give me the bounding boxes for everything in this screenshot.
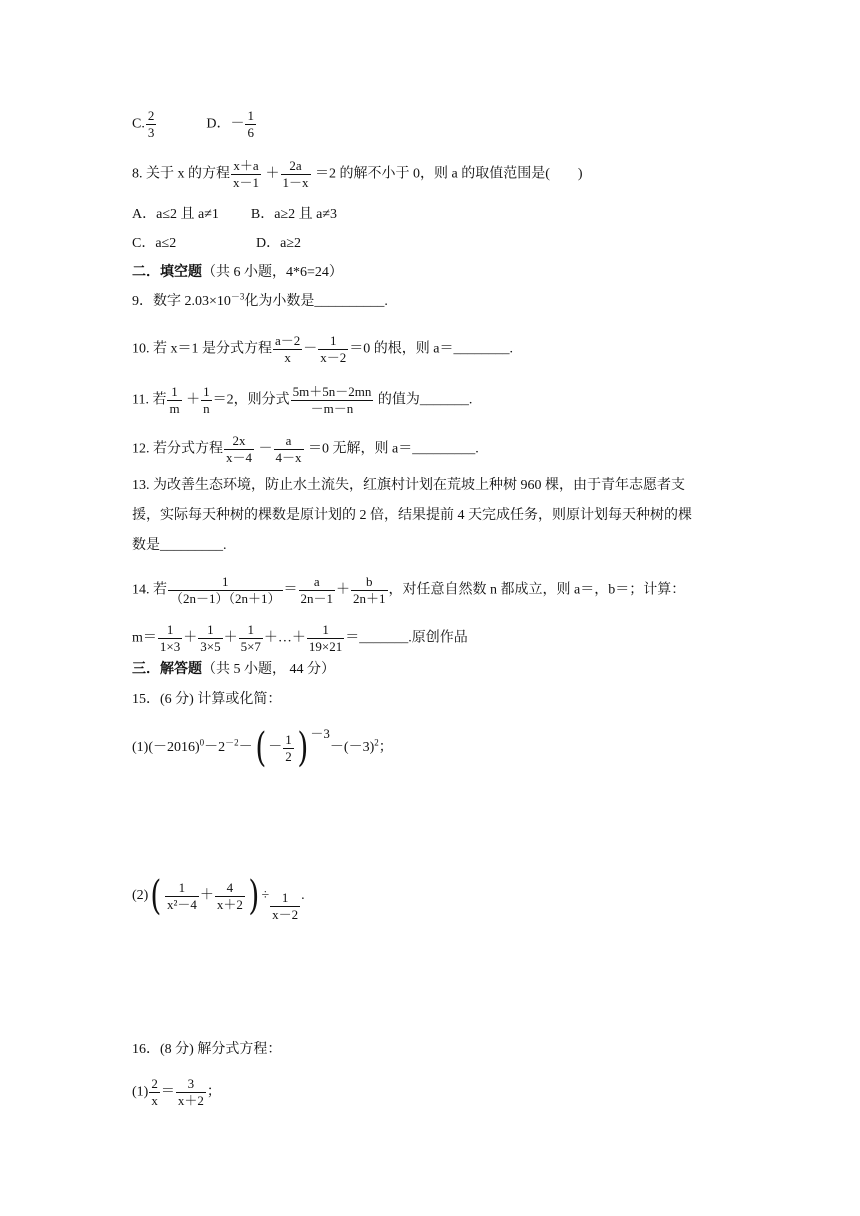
q8-fraction-1: $\frac{x+a}{x-1}$ <box>233 158 260 190</box>
section-2-title: 二．填空题 <box>132 265 202 280</box>
right-bracket: ) <box>297 725 309 771</box>
q8-option-c: C．a≤2 <box>132 236 177 251</box>
option-d-label: D．－ <box>206 116 245 132</box>
q14-fraction-3: $\frac{b}{2n+1}$ <box>353 574 386 606</box>
question-14: 14. 若 $\frac{1}{(2n-1)(2n+1)}$ ＝ $\frac{a}{2n-1}$ ＋ $\frac{b}{2n+1}$ ，对任意自然数 n 都成立，则 a＝，b＝；计算： <box>132 574 686 606</box>
q14-sum-term-1: $\frac{1}{1\times 3}$ <box>159 622 181 654</box>
q16-p1-fraction-2: $\frac{3}{x+2}$ <box>177 1076 204 1108</box>
section-3-heading <box>132 662 335 678</box>
question-15-part-1: $(1)(-2016)^0-2^{-2}-$( － $\frac{1}{2}$ ) $^{-3}-(-3)^2$； <box>132 725 393 771</box>
q14-fraction-2: $\frac{a}{2n-1}$ <box>300 574 334 606</box>
question-16-title: 16．(8 分) 解分式方程： <box>132 1042 282 1057</box>
q14-fraction-1: $\frac{1}{(2n-1)(2n+1)}$ <box>170 574 281 606</box>
q8-option-b: B．a≥2 且 a≠3 <box>250 207 338 222</box>
question-9: 9．数字 $2.03\times 10^{-3}$化为小数是__________. <box>132 291 388 309</box>
section-3-note: （共 5 小题， 44 分） <box>202 662 335 677</box>
options-c-d-prev <box>132 108 257 141</box>
left-bracket: ( <box>150 873 162 919</box>
q8-option-d: D．a≥2 <box>256 236 302 251</box>
q8-options-ab <box>132 207 337 223</box>
question-16-part-1: (1) $\frac{2}{x}$ ＝ $\frac{3}{x+2}$ ； <box>132 1076 221 1108</box>
question-13-line-1: 13. 为改善生态环境，防止水土流失，红旗村计划在荒坡上种树 960 棵，由于青年志愿者支 <box>132 478 685 493</box>
question-11: 11. 若 $\frac{1}{m}$ ＋ $\frac{1}{n}$ ＝2，则分式 $\frac{5m+5n-2mn}{-m-n}$ 的值为_______. <box>132 384 473 416</box>
q12-fraction-2: $\frac{a}{4-x}$ <box>275 433 302 465</box>
section-3-title: 三．解答题 <box>132 662 202 677</box>
q14-sum-term-4: $\frac{1}{19\times 21}$ <box>308 622 343 654</box>
q11-fraction-1: $\frac{1}{m}$ <box>169 384 180 416</box>
question-12: 12. 若分式方程 $\frac{2x}{x-4}$ － $\frac{a}{4-x}$ ＝0 无解，则 a＝_________. <box>132 433 479 465</box>
q10-fraction-2: $\frac{1}{x-2}$ <box>320 333 347 365</box>
q16-p1-fraction-1: $\frac{2}{x}$ <box>151 1076 158 1108</box>
question-15-title: 15．(6 分) 计算或化简： <box>132 692 282 707</box>
q15-p1-fraction: $\frac{1}{2}$ <box>285 731 292 764</box>
q14-sum-term-2: $\frac{1}{3\times 5}$ <box>200 622 221 654</box>
question-10: 10. 若 x＝1 是分式方程 $\frac{a-2}{x}$ － $\frac{1}{x-2}$ ＝0 的根，则 a＝________. <box>132 333 514 365</box>
right-bracket: ) <box>248 873 260 919</box>
q11-fraction-2: $\frac{1}{n}$ <box>203 384 210 416</box>
q8-options-cd <box>132 236 301 252</box>
q8-fraction-2: $\frac{2a}{1-x}$ <box>282 158 309 190</box>
question-14-sum: m＝ $\frac{1}{1\times 3}$ ＋ $\frac{1}{3\times 5}$ ＋ $\frac{1}{5\times 7}$ ＋…＋ $\frac{1}{19\times 21}$ ＝_______.原创作品 <box>132 622 468 654</box>
q15-p2-fraction-2: $\frac{4}{x+2}$ <box>216 879 243 912</box>
question-13-line-2: 援，实际每天种树的棵数是原计划的 2 倍，结果提前 4 天完成任务，则原计划每天种树的棵 <box>132 508 692 523</box>
section-2-heading <box>132 265 343 281</box>
q15-p2-fraction-1: $\frac{1}{\text{x²－4}}$ <box>166 879 197 912</box>
option-c-fraction: $\frac{2}{3}$ <box>147 108 155 140</box>
q8-option-a: A．a≤2 且 a≠1 <box>132 207 219 222</box>
q15-p2-fraction-3: $\frac{1}{x-2}$ <box>272 889 299 922</box>
question-8: 8. 关于 x 的方程 $\frac{x+a}{x-1}$ ＋ $\frac{2a}{1-x}$ ＝2 的解不小于 0，则 a 的取值范围是( ) <box>132 158 583 190</box>
q11-fraction-3: $\frac{5m+5n-2mn}{-m-n}$ <box>292 384 372 416</box>
question-13-line-3: 数是_________. <box>132 538 227 553</box>
option-d-fraction: $\frac{1}{6}$ <box>247 108 254 140</box>
q10-fraction-1: $\frac{a-2}{x}$ <box>275 333 301 365</box>
option-c-label: C. <box>132 116 145 132</box>
question-15-part-2: (2)( $\frac{1}{\text{x²－4}}$ ＋ $\frac{4}{x+2}$ ) ÷ $\frac{1}{x-2}$ . <box>132 873 305 922</box>
section-2-note: （共 6 小题，4*6=24） <box>202 265 343 280</box>
q14-sum-term-3: $\frac{1}{5\times 7}$ <box>240 622 261 654</box>
left-bracket: ( <box>255 725 266 771</box>
q12-fraction-1: $\frac{2x}{x-4}$ <box>226 433 253 465</box>
